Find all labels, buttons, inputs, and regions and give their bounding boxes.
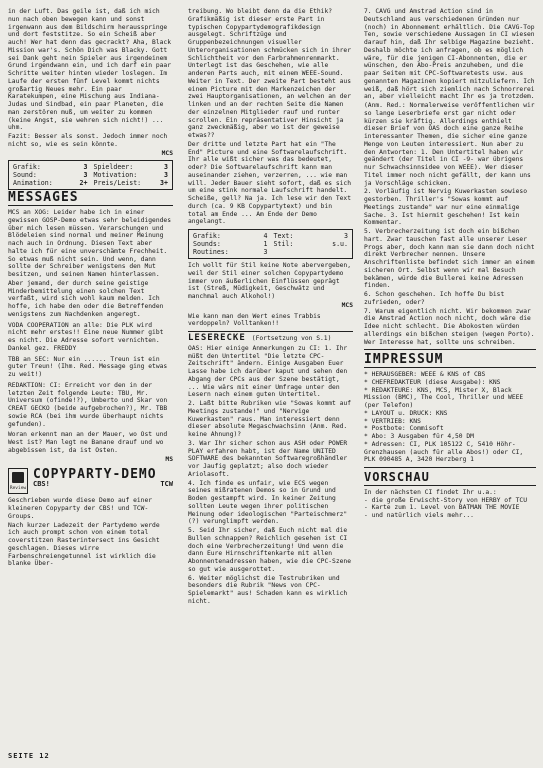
message-paragraph: MCS an XOG: Leider habe ich in einer gewissen GOSP-Demo etwas sehr beleidigendes über mich lesen müssen. Verarschungen und Blödeleien sind normal und meiner Meinung nach auch in Ordnung. Diesen Text aber halte ich für eine unverschämte Frechheit. So etwas muß nicht sein. Und wenn, dann sollte der Schreiber wenigstens den Mut besitzen, und seinen Namen hinterlassen. bbox=[8, 209, 172, 278]
review-group-left: CBS! bbox=[33, 480, 50, 489]
leserecke-header bbox=[188, 335, 353, 343]
score-row bbox=[193, 232, 268, 240]
rating-value: 3 bbox=[83, 163, 88, 172]
impressum-line: * LAYOUT u. DRUCK: KNS bbox=[364, 409, 448, 417]
rating-label: Animation: bbox=[13, 179, 53, 188]
editor-reply-paragraph: (Anm. Red.: Normalerweise veröffentlichen wir so lange Leserbriefe erst gar nicht oder kürzen sie kräftig. Allerdings enthielt dieser Brief von OAS doch eine ganze Reihe interessanter Themen, die sicher eine ganze Menge von Leuten interessiert. Nun aber zu den Antworten: 1. Den Untertitel haben wir geändert (der Titel in CI -9- war übrigens nur Schwachsinnsidee von WEEE). Wer dieser Titel immer noch nicht gefällt, der kann uns ja Vorschläge schicken. bbox=[364, 102, 535, 187]
score-label: Routines: bbox=[193, 248, 229, 256]
rating-row bbox=[13, 163, 88, 171]
impressum-line: * REDAKTEURE: KNS, MCS, Mister X, Black Mission (BMC), The Cool, Thriller und WEEE (per Telefon) bbox=[364, 386, 524, 409]
rating-label: Sound: bbox=[13, 171, 37, 180]
message-paragraph: VODA COOPERATION an alle: Die PLK wird nicht mehr erstes!! Eine neue Nummer gibt es nicht. Die Adresse sofort vernichten. Dankel gez. FREDDY bbox=[8, 321, 164, 352]
letter-paragraph: 5. Seid Ihr sicher, daß Euch nicht mal die Bullen schnappen? Reichlich gesehen ist CI doch eine Verbrecherzeitung! Und wenn die dann Eure Hirnschriftenkarte mit allen Abonnentenadressen haben, wie die CPC-Szene so gut wie ausgerottet. bbox=[188, 527, 352, 573]
score-row bbox=[274, 248, 349, 256]
rating-value: 3 bbox=[83, 171, 88, 180]
score-value: 3 bbox=[344, 232, 348, 240]
score-row bbox=[274, 232, 349, 240]
vorschau-line: - und natürlich viels mehr... bbox=[364, 512, 474, 519]
rating-value: 3 bbox=[164, 163, 168, 172]
rating-value: 3 bbox=[164, 171, 168, 180]
score-row bbox=[193, 248, 268, 256]
rating-row bbox=[94, 179, 169, 187]
message-paragraph: Aber jemand, der durch seine geistige Minderbemittelung einen solchen Text verfaßt, wird sich wohl kaum melden. Ich hoffe, ich habe den oder die Betreffenden wenigstens zum Nachdenken angeregt. bbox=[8, 279, 164, 318]
letter-paragraph: OAS: Hier einige Anmerkungen zu CI: 1. Ihr müßt den Untertitel "Die letzte CPC-Zeitschrift" ändern. Einige Ausgaben Euer Lasse habe ich darüber kaput und sehen den Abgang der CPCs aus der Szene bestätigt, ... Wie wärs mit einer Umfrage unter den Lesern nach einem guten Untertitel. bbox=[188, 344, 348, 399]
column-left bbox=[8, 8, 173, 569]
divider bbox=[188, 331, 353, 332]
leserecke-subtitle: (Fortsetzung von S.1) bbox=[251, 335, 332, 342]
letter-paragraph: 3. War Ihr sicher schon aus ASH oder POWER PLAY erfahren habt, ist der Name UNITED SOFTWARE des bekannten Softwaregroßhändler vor Jaufig geplatzt; also doch wieder Ariolasoft. bbox=[188, 439, 348, 478]
vorschau-line: - Karte zum 1. Level von BATMAN THE MOVIE bbox=[364, 504, 520, 512]
rating-label: Spieldeer: bbox=[93, 163, 134, 172]
impressum-line: * Postbote: Commisoft bbox=[364, 425, 444, 433]
intro-paragraph: Fazit: Besser als sonst. Jedoch immer noch nicht so, wie es sein könnte. bbox=[8, 133, 168, 148]
score-row bbox=[193, 240, 268, 248]
vorschau-title: VORSCHAU bbox=[364, 470, 430, 484]
divider bbox=[364, 467, 536, 468]
score-value: 3 bbox=[263, 248, 268, 256]
score-label: Text: bbox=[273, 232, 294, 240]
rating-row bbox=[13, 179, 88, 187]
review-paragraph: Nach kurzer Ladezeit der Partydemo werde ich auch prompt schon von einem total coverstitzen Rasterintersect ins Gesicht geschlagen. Dieses wirre Farbenschreiengetunnel ist wirklich die blanke Über- bbox=[8, 521, 160, 568]
impressum-line: * HERAUSGEBER: WEEE & KNS of CBS bbox=[364, 371, 486, 378]
vorschau-line: - die große Erwischt-Story von HERBY of TCU bbox=[364, 496, 528, 504]
letter-paragraph: 6. Weiter möglichst die Testrubriken und besonders die Rubrik "News von CPC-Spielemarkt" aus! Schaden kann es wirklich nicht. bbox=[188, 574, 348, 605]
rating-row bbox=[94, 171, 169, 179]
editor-reply-paragraph: 2. Vorläufig ist Nervig Kuwerkasten sowieso gestorben. Thriller's "Sowas kommt auf Meetings zustande" war nur eine einmalige Sache. 3. Ist hiermit geschehen! Ist kein Kommentar. bbox=[364, 188, 528, 227]
vorschau-line: In der nächsten CI findet Ihr u.a.: bbox=[364, 488, 497, 496]
impressum-line: * VERTRIEB: KNS bbox=[364, 417, 421, 425]
impressum-title: IMPRESSUM bbox=[364, 352, 444, 368]
editor-reply-paragraph: 5. Verbrecherzeitung ist doch ein bißchen hart. Zwar tauschen fast alle unserer Leser Progs aber, doch kann man sie dann doch nicht direkt Verbrecher nennen. Unsere Anschriftenliste befindet sich immer an einem sicheren Ort. Selbst wenn wir mal Besuch bekämen, würde die Bullerei keine Adressen finden. bbox=[364, 228, 535, 290]
score-value: 4 bbox=[263, 232, 268, 240]
score-row bbox=[274, 240, 349, 248]
score-value: s.u. bbox=[332, 240, 348, 248]
impressum-line: * CHEFREDAKTEUR (diese Ausgabe): KNS bbox=[364, 378, 501, 386]
letter-paragraph: 7. CAVG und Amstrad Action sind in Deutschland aus verschiedenen Gründen nur (noch) in Abonnement erhältlich. Die CAVG-Top Ten, sowie verschiedene Aussagen in CI wiesen darauf hin, daß Ihr selbige Magazine bezieht. Deshalb möchte ich anfragen, ob es möglich wäre, für die jenigen CI-Abonnenten, die er wünschen, den Abo-Preis anzuheben, und die paar Seiten mit CPC-Softwaretests usw. aus genannten Magazinen kopiert mitzuliefern. Ich weiß, daß hört sich ziemlich nach Schnorrerei an, aber vielleicht macht Ihr es ja trotzdem. bbox=[364, 8, 535, 101]
column-right bbox=[364, 8, 536, 520]
review-paragraph: Geschrieben wurde diese Demo auf einer kleineren Copyparty der CBS! und TCW-Groups. bbox=[8, 497, 153, 520]
score-label: Stil: bbox=[273, 240, 294, 248]
camera-body-icon bbox=[12, 472, 24, 483]
message-paragraph: Woran erkennt man an der Mauer, wo Ost und West ist? Man legt ne Banane drauf und wo abgebissen ist, da ist Osten. bbox=[8, 431, 168, 454]
score-label: Grafik: bbox=[193, 232, 221, 240]
editor-reply-paragraph: 6. Schon geschehen. Ich hoffe Du bist zufrieden, oder? bbox=[364, 291, 505, 306]
score-value: 1 bbox=[263, 240, 268, 248]
rating-value: 2+ bbox=[79, 179, 88, 188]
rating-label: Motivation: bbox=[93, 171, 138, 180]
review-paragraph: treibung. Wo bleibt denn da die Ethik? Grafikmäßig ist dieser erste Part in typischen Copypartydemografikdesign ausgelegt. Schriftzüge und Gruppenbezeichnungen visueller Unterorganisationen schmücken sich in ihrer Schlichtheit vor den Farbrahmenrenmarkt. Unterlegt ist das Geschehen, wie alle anderen Parts auch, mit einem WEEE-Sound. Weiter in Text. Der zweite Part besteht aus einem Picture mit den Markenzeichen der zwei Hauptorganisationen, an welchen an der linken und an der rechten Seite die Namen der einzelnen Mitglieder rauf und runter scrollen. Ein repräsentativer Hinsicht ja ganz zweckmäßig, aber wo ist der geweise etwas?? bbox=[188, 8, 352, 139]
divider bbox=[8, 205, 173, 206]
rating-label: Grafik: bbox=[13, 163, 41, 172]
rating-row bbox=[94, 163, 169, 171]
message-paragraph: TBB an SEC: Nur ein ...... Treun ist ein guter Treun! (Ihm. Red. Message ging etwas zu weit!) bbox=[8, 355, 168, 378]
review-title: COPYPARTY-DEMO bbox=[33, 467, 157, 483]
editor-reply-paragraph: 7. Warum eigentlich nicht. Wir bekommen zwar die Amstrad Action noch nicht, doch wäre die Idee nicht schlecht. Die Abokosten würden allerdings ein bißchen steigen (wegen Porto). Wer Interesse hat, sollte uns schreiben. bbox=[364, 307, 535, 346]
score-label: Sounds: bbox=[193, 240, 221, 248]
review-group-right: TCW bbox=[160, 480, 173, 489]
rating-value: 3+ bbox=[160, 179, 168, 188]
leserecke-title: LESERECKE bbox=[188, 333, 246, 343]
review-title-block bbox=[33, 468, 173, 489]
letter-paragraph: 2. Laßt bitte Rubriken wie "Sowas kommt auf Meetings zustande!" und "Nervige Kuwerkasten" raus. Man interessiert denn dieser absolute Megaschwachsinn (Anm. Red. keine Ahnung)? bbox=[188, 400, 352, 438]
review-icon-label: Review bbox=[9, 485, 27, 491]
rating-label: Preis/Leist: bbox=[93, 179, 142, 188]
divider bbox=[364, 485, 536, 486]
column-middle bbox=[188, 8, 353, 607]
joke-paragraph: Wie kann man den Wert eines Trabbis verdoppeln? Volltanken!! bbox=[188, 312, 321, 328]
message-paragraph: REDAKTION: CI: Erreicht vor den in der letzten Zeit folgende Leute: TBU, Mr. Universum (ofinde!?), Umberto und Skar von CREAT GECKO (beide aufgebrochen?), Mr. TBB sowie RCA (bei ihm wurde überhaupt nichts gefunden). bbox=[8, 381, 168, 428]
impressum-line: * Adressen: CI, PLK 105122 C, 5410 Höhr-Grenzhausen (auch für alle Abos!) oder CI, PLK 090485 A, 3420 Herzberg 1 bbox=[364, 440, 524, 464]
messages-title: MESSAGES bbox=[8, 190, 79, 206]
impressum-line: * Abo: 3 Ausgaben für 4,50 DM bbox=[364, 433, 474, 440]
page-number: SEITE 12 bbox=[8, 752, 50, 760]
rating-box bbox=[8, 160, 173, 190]
intro-paragraph: in der Luft. Das geile ist, daß ich mich nun nach oben bewegen kann und sonst irgenwann aus dem Bildschirm herausspringe und dort feststitze. So ein Scheiß aber auch! Wer hat denn das gecrackt? Aha, Black Mission war's. Schön Dich was Blacky. Gott sei Dank geht nein Spieler aus irgendeinem Grund irgendwann ein, und ich darf ein paar Schritte weiter hinten wieder loslegen. Im Laufe der ersten fünf Level kommt nichts großartig Neues mehr. Ein paar Karatekumpen, eine Mischung aus Indiana-Judas und Sindbad, ein paar Planeten, die man zerstören muß, um weiter zu kommen (keine Angst, sie wehren sich nicht!) ... uhm. bbox=[8, 8, 172, 132]
divider bbox=[364, 367, 536, 368]
review-paragraph: Der dritte und letzte Part hat ein "The End" Picture und eine Softwarelaufschrift. Ihr alle wißt sicher was das bedeutet, oder? Die Softwarelaufschrift kann man auseinander ziehen, verzerren, ... wie man will. Jeder Bauer sieht sofort, daß es sich um eine stink normale Laufschrift handelt. Scheiße, gell? Na ja. Ich lese wir den Text durch (ca. 9 KB Copypartytext) und bin total am Ende ... Am Ende der Demo angelangt. bbox=[188, 140, 352, 226]
review-subtitle bbox=[33, 481, 173, 489]
letter-paragraph: 4. Ich finde es unfair, wie ECS wegen seines mißratenen Demos so in Grund und Boden gestampft wird. In keiner Zeitung sollten Leute wegen ihrer politischen Meinung oder ideologischen "Parteischmerz" (?) verunglimpft werden. bbox=[188, 479, 348, 526]
camera-icon bbox=[8, 468, 28, 494]
author-signature: MCS bbox=[161, 149, 173, 157]
review-note: Ich wollt für Stil keine Note abervergeben, weil der Stil einer solchen Copypartydemo immer von äußerlichen Einflüssen geprägt ist (Streß, Müdigkeit, Geschwätz und manchmal auch Alkohol!) bbox=[188, 262, 352, 300]
rating-row bbox=[13, 171, 88, 179]
review-signature: MCS bbox=[341, 301, 353, 309]
review-header bbox=[8, 468, 173, 494]
score-box bbox=[188, 229, 353, 259]
divider bbox=[364, 349, 536, 350]
message-signature: MS bbox=[165, 455, 173, 463]
